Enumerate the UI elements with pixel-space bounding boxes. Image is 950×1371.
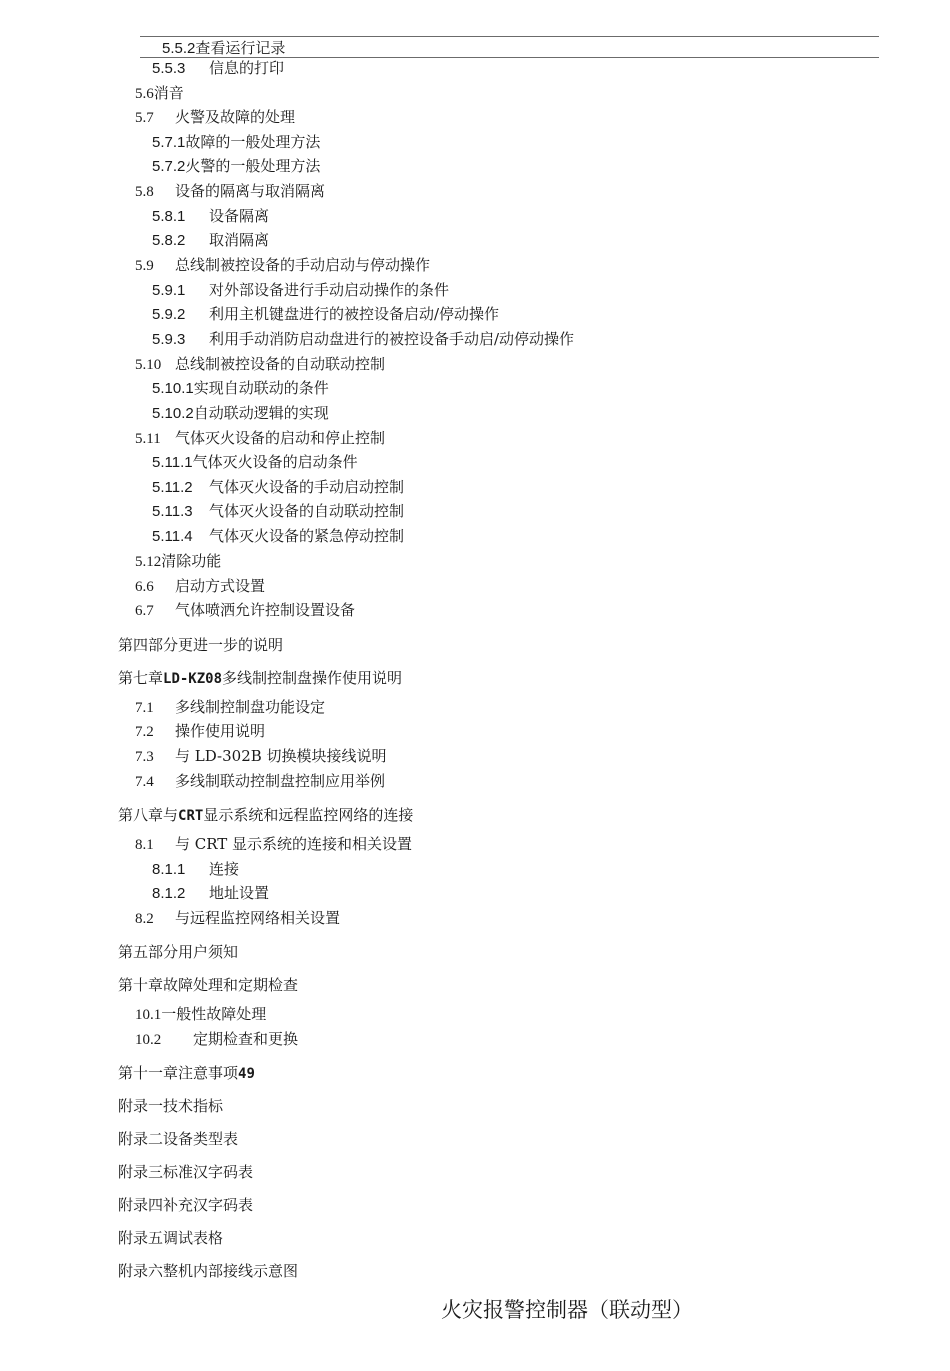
toc-entry-title: 多线制联动控制盘控制应用举例 [175, 772, 386, 790]
toc-entry-title: 故障的一般处理方法 [185, 133, 321, 151]
toc-entry[interactable] [135, 551, 221, 572]
toc-entry-title: 启动方式设置 [175, 577, 266, 595]
header-rule-top [140, 36, 879, 37]
toc-appendix-title: 附录三标准汉字码表 [118, 1163, 254, 1181]
toc-entry[interactable] [152, 501, 404, 522]
toc-entry-number: 10.2 [135, 1032, 162, 1048]
toc-entry-title: 气体灭火设备的自动联动控制 [209, 502, 405, 520]
toc-chapter-prefix: 第八章与 [118, 806, 179, 824]
toc-entry-title: 地址设置 [209, 884, 270, 902]
toc-entry-number: 5.11.1 [152, 454, 193, 471]
toc-entry[interactable] [135, 576, 265, 597]
toc-entry-title: 与远程监控网络相关设置 [175, 909, 341, 927]
toc-entry-title: 一般性故障处理 [161, 1005, 267, 1023]
toc-entry[interactable] [152, 378, 329, 399]
toc-entry-number: 5.8 [135, 184, 154, 200]
toc-entry[interactable] [135, 771, 385, 792]
toc-appendix-title: 附录二设备类型表 [118, 1130, 239, 1148]
toc-entry-number: 8.1 [135, 837, 154, 853]
toc-part-title: 第五部分用户须知 [118, 943, 239, 961]
toc-entry-number: 5.7 [135, 110, 154, 126]
toc-entry-title: 设备隔离 [209, 207, 270, 225]
toc-entry-number: 5.11.4 [152, 528, 193, 545]
toc-entry[interactable] [135, 181, 325, 202]
toc-chapter-code: CRT [178, 808, 204, 824]
toc-entry-number: 5.7.1 [152, 134, 186, 151]
toc-entry-number: 5.9.3 [152, 331, 186, 348]
toc-entry-number: 5.10 [135, 357, 162, 373]
toc-appendix[interactable] [118, 1096, 223, 1116]
toc-entry-title: 取消隔离 [209, 231, 270, 249]
toc-entry-title: 气体灭火设备的启动条件 [192, 453, 358, 471]
toc-entry-title: 消音 [153, 84, 184, 102]
toc-entry[interactable] [152, 329, 574, 350]
toc-entry-number: 5.5.2 [162, 40, 196, 57]
toc-entry-title: 实现自动联动的条件 [193, 379, 329, 397]
toc-entry[interactable] [135, 428, 385, 449]
toc-entry-number: 5.9 [135, 258, 154, 274]
toc-entry-number: 5.10.2 [152, 405, 194, 422]
toc-appendix[interactable] [118, 1195, 253, 1215]
toc-entry[interactable] [135, 834, 412, 855]
toc-entry-number: 5.6 [135, 86, 154, 102]
toc-entry-number: 7.1 [135, 700, 154, 716]
toc-entry-title: 总线制被控设备的自动联动控制 [175, 355, 386, 373]
toc-part-title: 第四部分更进一步的说明 [118, 636, 284, 654]
toc-entry-title: 气体灭火设备的手动启动控制 [209, 478, 405, 496]
toc-entry-title: 对外部设备进行手动启动操作的条件 [209, 281, 450, 299]
toc-entry-title: 设备的隔离与取消隔离 [175, 182, 326, 200]
toc-entry-title: 信息的打印 [209, 59, 285, 77]
toc-entry[interactable] [152, 859, 239, 880]
toc-entry-number: 8.1.2 [152, 885, 186, 902]
toc-entry-number: 5.11 [135, 431, 161, 447]
toc-entry[interactable] [152, 132, 320, 153]
toc-appendix[interactable] [118, 1261, 298, 1281]
toc-entry-number: 5.12 [135, 554, 162, 570]
toc-entry-title: 气体喷洒允许控制设置设备 [175, 601, 356, 619]
toc-entry[interactable] [135, 746, 387, 767]
toc-entry-title: 清除功能 [161, 552, 222, 570]
toc-entry-number: 5.5.3 [152, 60, 186, 77]
toc-chapter-heading[interactable] [118, 805, 413, 826]
toc-entry-title: 与 LD-302B 切换模块接线说明 [175, 747, 387, 765]
toc-entry-title: 多线制控制盘功能设定 [175, 698, 326, 716]
toc-entry[interactable] [152, 304, 499, 325]
toc-entry[interactable] [135, 1004, 266, 1025]
toc-entry-number: 5.11.3 [152, 503, 193, 520]
toc-entry-number: 6.6 [135, 579, 154, 595]
toc-entry[interactable] [152, 156, 320, 177]
toc-entry[interactable] [135, 107, 295, 128]
toc-entry-title: 火警的一般处理方法 [185, 157, 321, 175]
toc-entry[interactable] [135, 1029, 298, 1050]
toc-appendix[interactable] [118, 1129, 238, 1149]
toc-appendix[interactable] [118, 1228, 223, 1248]
toc-entry-number: 5.7.2 [152, 158, 186, 175]
toc-chapter-heading[interactable] [118, 668, 402, 689]
toc-entry-number: 7.3 [135, 749, 154, 765]
toc-entry-number: 8.2 [135, 911, 154, 927]
toc-entry-number: 7.4 [135, 774, 154, 790]
toc-entry[interactable] [135, 354, 385, 375]
toc-entry-number: 10.1 [135, 1007, 162, 1023]
toc-chapter-code: LD-KZ08 [163, 671, 223, 687]
toc-part-heading[interactable] [118, 635, 283, 655]
toc-entry-title: 自动联动逻辑的实现 [193, 404, 329, 422]
toc-entry-number: 5.8.1 [152, 208, 186, 225]
toc-chapter-title: 第十章故障处理和定期检查 [118, 976, 299, 994]
footer-document-title: 火灾报警控制器（联动型） [441, 1298, 693, 1322]
toc-chapter-heading[interactable] [118, 975, 298, 995]
toc-entry[interactable] [152, 403, 329, 424]
toc-entry-title: 利用手动消防启动盘进行的被控设备手动启/动停动操作 [209, 330, 575, 348]
toc-entry[interactable] [152, 280, 449, 301]
toc-entry-number: 5.9.2 [152, 306, 186, 323]
toc-entry-number: 5.11.2 [152, 479, 193, 496]
toc-entry-number: 5.10.1 [152, 380, 194, 397]
toc-appendix-title: 附录四补充汉字码表 [118, 1196, 254, 1214]
toc-chapter-title: 第十一章注意事项 [118, 1064, 239, 1082]
toc-appendix-title: 附录五调试表格 [118, 1229, 224, 1247]
toc-entry[interactable] [152, 206, 269, 227]
toc-chapter-heading[interactable] [118, 1063, 255, 1084]
toc-chapter-title: 显示系统和远程监控网络的连接 [203, 806, 414, 824]
toc-entry-title: 查看运行记录 [195, 39, 286, 57]
toc-entry[interactable] [135, 83, 184, 104]
toc-entry-title: 定期检查和更换 [193, 1030, 299, 1048]
toc-entry[interactable] [152, 452, 358, 473]
toc-entry-title: 火警及故障的处理 [175, 108, 296, 126]
toc-entry-title: 利用主机键盘进行的被控设备启动/停动操作 [209, 305, 500, 323]
toc-entry-title: 气体灭火设备的紧急停动控制 [209, 527, 405, 545]
toc-entry[interactable] [152, 526, 404, 547]
toc-entry-title: 总线制被控设备的手动启动与停动操作 [175, 256, 431, 274]
toc-entry-number: 6.7 [135, 603, 154, 619]
toc-entry[interactable] [135, 908, 340, 929]
toc-entry[interactable] [135, 600, 355, 621]
toc-entry-number: 5.8.2 [152, 232, 186, 249]
toc-page-number: 49 [238, 1066, 255, 1082]
toc-chapter-prefix: 第七章 [118, 669, 164, 687]
toc-part-heading[interactable] [118, 942, 238, 962]
toc-entry[interactable] [162, 38, 285, 59]
toc-entry-number: 8.1.1 [152, 861, 186, 878]
toc-entry[interactable] [152, 230, 269, 251]
toc-entry[interactable] [152, 58, 284, 79]
toc-entry[interactable] [135, 255, 430, 276]
toc-appendix-title: 附录六整机内部接线示意图 [118, 1262, 299, 1280]
toc-entry-title: 与 CRT 显示系统的连接和相关设置 [175, 835, 413, 853]
toc-appendix[interactable] [118, 1162, 253, 1182]
toc-chapter-title: 多线制控制盘操作使用说明 [222, 669, 403, 687]
toc-appendix-title: 附录一技术指标 [118, 1097, 224, 1115]
toc-entry[interactable] [135, 721, 265, 742]
toc-entry-title: 气体灭火设备的启动和停止控制 [175, 429, 386, 447]
toc-entry-number: 5.9.1 [152, 282, 186, 299]
toc-entry-title: 连接 [209, 860, 240, 878]
toc-entry-title: 操作使用说明 [175, 722, 266, 740]
toc-entry[interactable] [152, 883, 269, 904]
toc-entry[interactable] [135, 697, 325, 718]
toc-entry[interactable] [152, 477, 404, 498]
toc-entry-number: 7.2 [135, 724, 154, 740]
